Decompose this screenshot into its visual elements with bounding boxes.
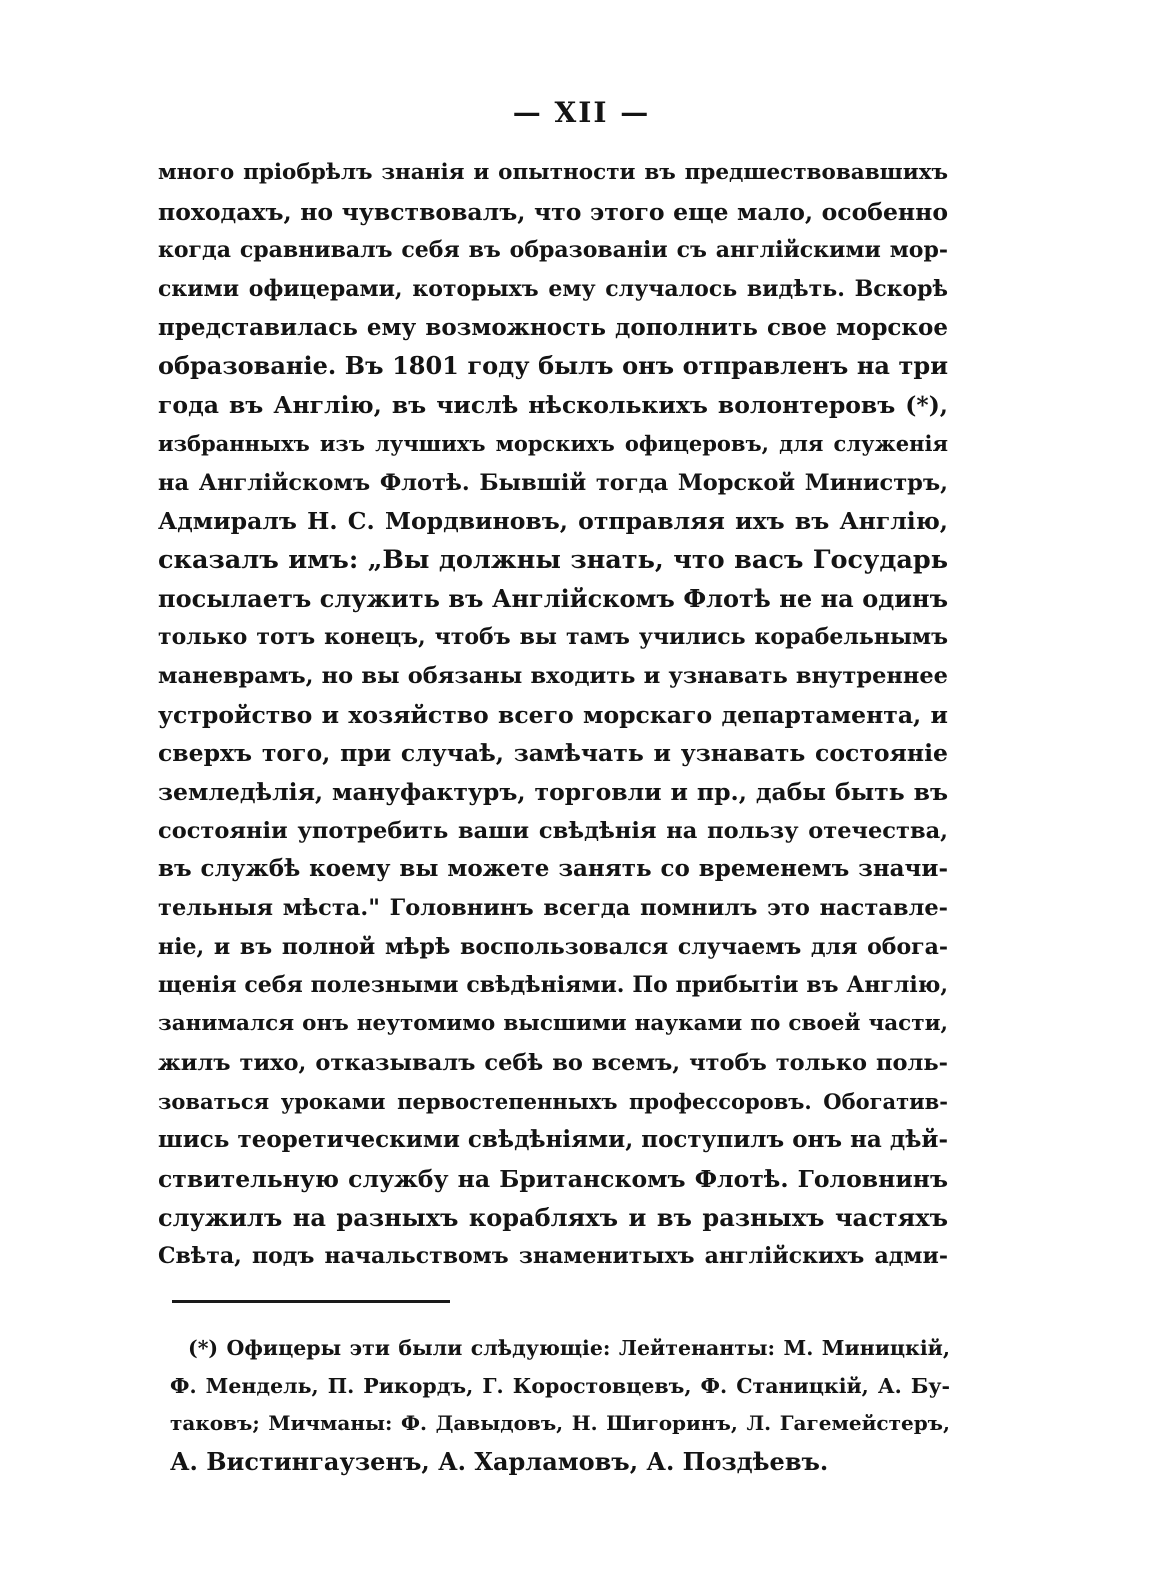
text-line: образованіе. Въ 1801 году былъ онъ отправленъ на три	[158, 351, 948, 381]
footnote-line: А. Вистингаузенъ, А. Харламовъ, А. Поздѣевъ.	[170, 1446, 829, 1476]
text-line: шись теоретическими свѣдѣніями, поступилъ онъ на дѣй-	[158, 1126, 948, 1154]
text-line: сказалъ имъ: „Вы должны знать, что васъ Государь	[158, 544, 948, 575]
text-line: года въ Англію, въ числѣ нѣсколькихъ волонтеровъ (*),	[158, 391, 948, 420]
text-line: походахъ, но чувствовалъ, что этого еще мало, особенно	[158, 197, 948, 226]
text-line: въ службѣ коему вы можете занять со временемъ значи-	[158, 855, 948, 883]
text-line: ствительную службу на Британскомъ Флотѣ. Головнинъ	[158, 1164, 948, 1193]
footnote	[170, 1330, 950, 1480]
text-line: служилъ на разныхъ корабляхъ и въ разныхъ частяхъ	[158, 1202, 948, 1232]
text-line: маневрамъ, но вы обязаны входить и узнавать внутреннее	[158, 662, 948, 689]
text-line: сверхъ того, при случаѣ, замѣчать и узнавать состояніе	[158, 739, 948, 768]
text-line: много пріобрѣлъ знанія и опытности въ предшествовавшихъ	[158, 160, 948, 185]
text-line: Адмиралъ Н. С. Мордвиновъ, отправляя ихъ въ Англію,	[158, 507, 948, 536]
text-line: тельныя мѣста." Головнинъ всегда помнилъ это наставле-	[158, 895, 948, 922]
text-line: посылаетъ служить въ Англійскомъ Флотѣ не на одинъ	[158, 583, 948, 613]
footnote-line: (*) Офицеры эти были слѣдующіе: Лейтенанты: М. Миницкій,	[188, 1336, 950, 1360]
text-line: только тотъ конецъ, чтобъ вы тамъ учились корабельнымъ	[158, 624, 948, 651]
text-line: земледѣлія, мануфактуръ, торговли и пр., дабы быть въ	[158, 778, 948, 806]
page-number: — XII —	[512, 96, 651, 129]
footnote-divider	[172, 1300, 450, 1303]
text-line: щенія себя полезными свѣдѣніями. По прибытіи въ Англію,	[158, 972, 948, 999]
text-line: занимался онъ неутомимо высшими науками по своей части,	[158, 1011, 948, 1037]
text-line: устройство и хозяйство всего морскаго департамента, и	[158, 700, 948, 729]
text-line: жилъ тихо, отказывалъ себѣ во всемъ, чтобъ только поль-	[158, 1049, 948, 1076]
footnote-line: таковъ; Мичманы: Ф. Давыдовъ, Н. Шигоринъ, Л. Гагемейстеръ,	[170, 1411, 950, 1435]
text-line: зоваться уроками первостепенныхъ профессоровъ. Обогатив-	[158, 1088, 948, 1114]
text-line: когда сравнивалъ себя въ образованіи съ англійскими мор-	[158, 237, 948, 264]
text-line: состояніи употребить ваши свѣдѣнія на пользу отечества,	[158, 817, 948, 844]
text-line: Свѣта, подъ начальствомъ знаменитыхъ англійскихъ адми-	[158, 1243, 948, 1270]
text-line: избранныхъ изъ лучшихъ морскихъ офицеровъ, для служенія	[158, 430, 948, 456]
text-line: ніе, и въ полной мѣрѣ воспользовался случаемъ для обога-	[158, 933, 948, 960]
main-text	[158, 154, 948, 1276]
text-line: скими офицерами, которыхъ ему случалось видѣть. Вскорѣ	[158, 276, 948, 303]
text-line: представилась ему возможность дополнить свое морское	[158, 313, 948, 341]
footnote-line: Ф. Мендель, П. Рикордъ, Г. Коростовцевъ, Ф. Станицкій, А. Бу-	[170, 1373, 950, 1398]
text-line: на Англійскомъ Флотѣ. Бывшій тогда Морской Министръ,	[158, 469, 948, 496]
